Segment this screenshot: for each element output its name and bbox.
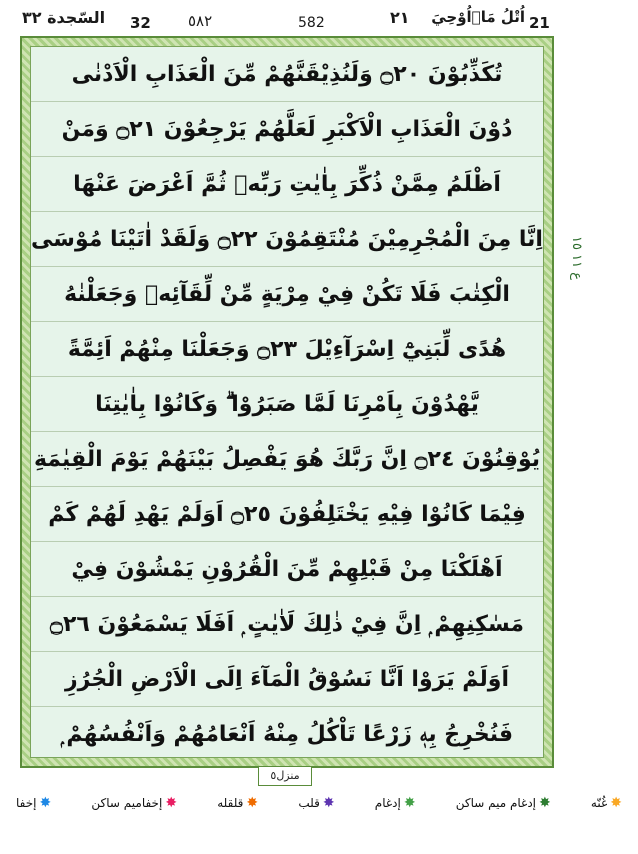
- verse-line-text: الْكِتٰبَ فَلَا تَكُنْ فِيْ مِرْيَةٍ مِّنْ لِّقَآئِهٖ وَجَعَلْنٰهُ: [64, 281, 510, 307]
- legend-label: قلب: [298, 796, 320, 810]
- page-header: [0, 0, 638, 36]
- verse-line-text: هُدًى لِّبَنِيْٓ اِسْرَآءِيْلَ ۝٢٣ وَجَعَلْنَا مِنْهُمْ اَئِمَّةً: [67, 336, 507, 362]
- star-icon: ✸: [539, 795, 551, 811]
- legend-item: [298, 796, 334, 810]
- verse-line: [31, 597, 543, 652]
- star-icon: ✸: [39, 795, 52, 811]
- legend-item: [16, 796, 51, 810]
- verse-line: [31, 487, 543, 542]
- verse-line-text: يُوْقِنُوْنَ ۝٢٤ اِنَّ رَبَّكَ هُوَ يَفْصِلُ بَيْنَهُمْ يَوْمَ الْقِيٰمَةِ: [33, 446, 541, 472]
- verse-lines: [31, 47, 543, 762]
- page-number-arabic: ٥٨٢: [188, 12, 213, 30]
- legend-item: [591, 796, 622, 810]
- tajweed-legend: [16, 790, 622, 816]
- star-icon: ✸: [403, 795, 416, 811]
- verse-line: [31, 432, 543, 487]
- legend-label: إخفا: [16, 796, 37, 810]
- verse-line-text: اَظْلَمُ مِمَّنْ ذُكِّرَ بِاٰيٰتِ رَبِّهٖ ثُمَّ اَعْرَضَ عَنْهَا: [73, 171, 501, 197]
- verse-line-text: فِيْمَا كَانُوْا فِيْهِ يَخْتَلِفُوْنَ ۝٢٥ اَوَلَمْ يَهْدِ لَهُمْ كَمْ: [48, 501, 526, 527]
- verse-line-text: دُوْنَ الْعَذَابِ الْاَكْبَرِ لَعَلَّهُمْ يَرْجِعُوْنَ ۝٢١ وَمَنْ: [61, 116, 513, 142]
- star-icon: ✸: [246, 795, 259, 811]
- verse-line: [31, 377, 543, 432]
- verse-line: [31, 47, 543, 102]
- verse-line-text: مَسٰكِنِهِمْ ۭ اِنَّ فِيْ ذٰلِكَ لَاٰيٰتٍ ۭ اَفَلَا يَسْمَعُوْنَ ۝٢٦: [50, 611, 524, 637]
- ruku-marker: ع ١١ ١٥: [569, 236, 584, 280]
- verse-line: [31, 212, 543, 267]
- juz-number-arabic: ٢١: [390, 8, 410, 27]
- verse-line-text: اِنَّا مِنَ الْمُجْرِمِيْنَ مُنْتَقِمُوْنَ ۝٢٢ وَلَقَدْ اٰتَيْنَا مُوْسَى: [31, 226, 543, 252]
- verse-line-text: اَهْلَكْنَا مِنْ قَبْلِهِمْ مِّنَ الْقُرُوْنِ يَمْشُوْنَ فِيْ: [71, 556, 503, 582]
- legend-item: [375, 796, 416, 810]
- verse-line-text: فَنُخْرِجُ بِهٖ زَرْعًا تَاْكُلُ مِنْهُ اَنْعَامُهُمْ وَاَنْفُسُهُمْ ۭ: [60, 722, 514, 747]
- verse-line: [31, 707, 543, 762]
- legend-label: إخفاميم ساكن: [91, 796, 163, 810]
- star-icon: ✸: [165, 795, 178, 811]
- decorative-frame: [20, 36, 554, 768]
- juz-name: اُتْلُ مَاۤاُوْحِيَ: [431, 8, 525, 26]
- star-icon: ✸: [610, 795, 622, 811]
- verse-line-text: تُكَذِّبُوْنَ ۝٢٠ وَلَنُذِيْقَنَّهُمْ مِّنَ الْعَذَابِ الْاَدْنٰى: [71, 61, 503, 87]
- surah-name: السّجدة ٣٢: [22, 8, 106, 27]
- verse-line-text: يَّهْدُوْنَ بِاَمْرِنَا لَمَّا صَبَرُوْا ۗ وَكَانُوْا بِاٰيٰتِنَا: [95, 391, 479, 417]
- verse-line: [31, 542, 543, 597]
- star-icon: ✸: [322, 795, 335, 811]
- legend-item: [91, 796, 177, 810]
- verse-line-text: اَوَلَمْ يَرَوْا اَنَّا نَسُوْقُ الْمَآءَ اِلَى الْاَرْضِ الْجُرُزِ: [65, 666, 509, 692]
- legend-label: غُنّه: [590, 796, 608, 810]
- verse-line: [31, 652, 543, 707]
- legend-label: إدغام ميم ساكن: [455, 796, 536, 810]
- verse-line: [31, 102, 543, 157]
- legend-item: [456, 796, 551, 810]
- text-panel: [30, 46, 544, 758]
- verse-line: [31, 322, 543, 377]
- manzil-label: منزل٥: [258, 766, 312, 786]
- legend-label: قلقله: [217, 796, 244, 810]
- surah-number: 32: [130, 14, 151, 32]
- verse-line: [31, 267, 543, 322]
- verse-line: [31, 157, 543, 212]
- page-number: 582: [298, 15, 325, 31]
- legend-label: إدغام: [374, 796, 401, 810]
- juz-number: 21: [529, 14, 550, 32]
- legend-item: [217, 796, 258, 810]
